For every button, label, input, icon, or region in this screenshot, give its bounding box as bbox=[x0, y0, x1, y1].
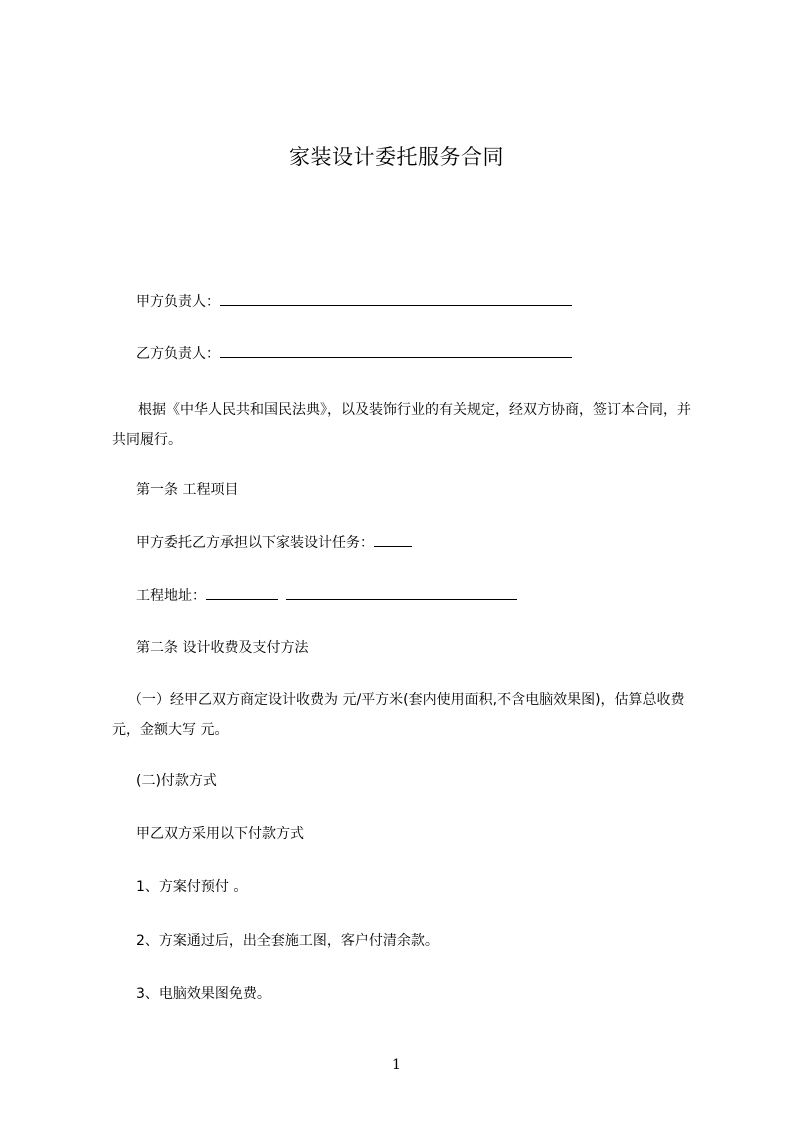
party-b-label: 乙方负责人： bbox=[136, 346, 220, 362]
payment-item-3: 3、电脑效果图免费。 bbox=[136, 986, 271, 1002]
party-a-label: 甲方负责人： bbox=[136, 294, 220, 310]
fee-paragraph: （一）经甲乙双方商定设计收费为 元/平方米(套内使用面积,不含电脑效果图)，估算总收费 元，金额大写 元。 bbox=[112, 692, 685, 738]
article1-heading: 第一条 工程项目 bbox=[136, 482, 239, 498]
party-b-blank bbox=[220, 343, 572, 358]
party-b-line bbox=[136, 343, 572, 364]
address-blank-2 bbox=[286, 585, 517, 600]
page-number: 1 bbox=[392, 1057, 401, 1073]
article2-heading: 第二条 设计收费及支付方法 bbox=[136, 640, 309, 656]
party-a-line bbox=[136, 291, 572, 312]
task-label: 甲方委托乙方承担以下家装设计任务： bbox=[136, 535, 374, 551]
document-title: 家装设计委托服务合同 bbox=[289, 145, 504, 169]
address-blank-1 bbox=[206, 585, 278, 600]
payment-intro: 甲乙双方采用以下付款方式 bbox=[136, 826, 304, 842]
payment-item-1: 1、方案付预付 。 bbox=[136, 879, 248, 895]
address-label: 工程地址： bbox=[136, 588, 206, 604]
preamble-paragraph: 根据《中华人民共和国民法典》，以及装饰行业的有关规定，经双方协商，签订本合同，并共同履行。 bbox=[112, 402, 691, 448]
task-blank bbox=[374, 532, 412, 547]
payment-item-2: 2、方案通过后，出全套施工图，客户付清余款。 bbox=[136, 933, 439, 949]
address-line bbox=[136, 585, 517, 606]
party-a-blank bbox=[220, 291, 572, 306]
task-line bbox=[136, 532, 412, 553]
payment-heading: (二)付款方式 bbox=[136, 773, 217, 789]
